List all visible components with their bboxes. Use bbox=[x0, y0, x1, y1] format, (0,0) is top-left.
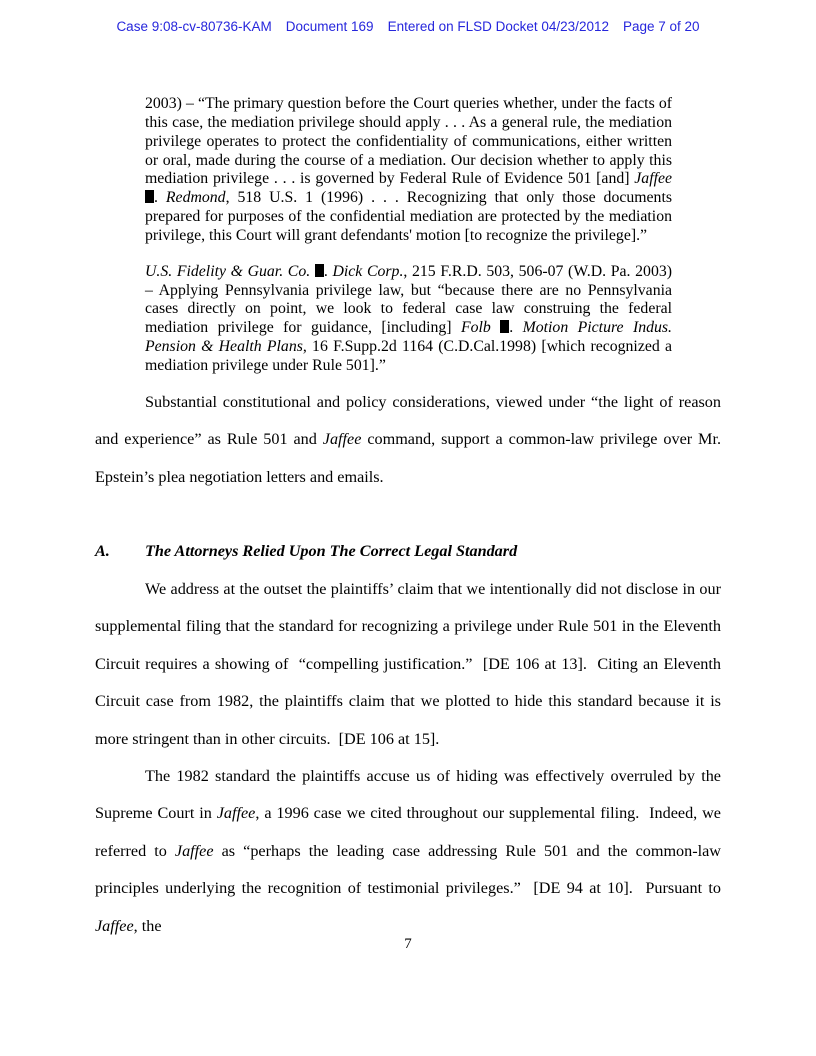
text-run: . bbox=[509, 319, 523, 337]
text-run: 2003) – “The primary question before the Court queries whether, under the facts of this case, the mediation privilege should apply . . . As a general rule, the mediation privilege operates to protect the confidentiality of communications, either written or oral, made during the course of a mediation. Our decision whether to apply this mediation privilege . . . is governed by Federal Rule of Evidence 501 [and] bbox=[145, 95, 672, 188]
header-document-number: Document 169 bbox=[285, 19, 374, 34]
text-run bbox=[491, 319, 500, 336]
text-run: The 1982 standard the plaintiffs accuse us of hiding was effectively overruled by the Supreme Court in bbox=[95, 767, 721, 823]
text-run: , 518 U.S. 1 (1996) . . . Recognizing that only those documents prepared for purposes of the confidential mediation are protected by the mediation privilege, this Court will grant defendants' motion [to recognize the privilege].” bbox=[145, 189, 672, 244]
italic-text-run: Jaffee bbox=[322, 430, 362, 449]
section-heading-title: The Attorneys Relied Upon The Correct Legal Standard bbox=[145, 542, 518, 561]
text-run: . bbox=[154, 189, 166, 207]
text-run: , 215 F.R.D. 503, 506-07 (W.D. Pa. 2003) – Applying Pennsylvania privilege law, but “because there are no Pennsylvania cases directly on point, we look to federal case law construing the federal mediation privilege for guidance, [including] bbox=[145, 262, 673, 337]
text-run: Substantial constitutional and policy considerations, viewed under “the light of reason and experience” as Rule 501 and bbox=[95, 392, 721, 449]
text-run: , the bbox=[133, 916, 162, 935]
italic-text-run: Jaffee bbox=[174, 841, 214, 860]
text-run: command, support a common-law privilege over Mr. Epstein’s plea negotiation letters and emails. bbox=[95, 430, 721, 486]
paragraph-1982-standard bbox=[95, 758, 721, 945]
italic-text-run: Folb bbox=[460, 319, 491, 337]
redacted-glyph bbox=[145, 190, 154, 203]
italic-text-run: Jaffee bbox=[95, 916, 134, 935]
section-heading bbox=[95, 542, 721, 561]
italic-text-run: Jaffee bbox=[216, 804, 256, 823]
italic-text-run: Dick Corp. bbox=[332, 262, 404, 280]
page-number: 7 bbox=[404, 936, 412, 952]
document-body bbox=[95, 95, 721, 945]
case-header bbox=[0, 19, 816, 34]
blockquote-citation-2 bbox=[145, 263, 672, 376]
text-run: , 16 F.Supp.2d 1164 (C.D.Cal.1998) [which recognized a mediation privilege under Rule 501].” bbox=[145, 338, 672, 374]
italic-text-run: Redmond bbox=[165, 189, 226, 207]
blockquote-citation-1 bbox=[145, 95, 672, 246]
paragraph-substantial-considerations bbox=[95, 384, 721, 496]
redacted-glyph bbox=[500, 320, 509, 333]
text-run: . bbox=[323, 262, 333, 280]
redacted-glyph bbox=[315, 264, 324, 277]
italic-text-run: Jaffee bbox=[634, 170, 672, 188]
header-page-count: Page 7 of 20 bbox=[622, 19, 700, 34]
header-case-number: Case 9:08-cv-80736-KAM bbox=[116, 19, 272, 34]
text-run: , a 1996 case we cited throughout our supplemental filing. Indeed, we referred to bbox=[95, 804, 721, 860]
text-run: We address at the outset the plaintiffs’ claim that we intentionally did not disclose in our supplemental filing that the standard for recognizing a privilege under Rule 501 in the Eleventh Circuit requires a showing of “compelling justification.” [DE 106 at 13]. Citing an Eleventh Circuit case from 1982, the plaintiffs claim that we plotted to hide this standard because it is more stringent than in other circuits. [DE 106 at 15]. bbox=[95, 580, 721, 748]
italic-text-run: U.S. Fidelity & Guar. Co. bbox=[145, 262, 311, 280]
italic-text-run: Motion Picture Indus. Pension & Health Plans bbox=[145, 319, 673, 356]
section-heading-label: A. bbox=[95, 542, 110, 561]
header-docket-entry: Entered on FLSD Docket 04/23/2012 bbox=[387, 19, 609, 34]
text-run: as “perhaps the leading case addressing Rule 501 and the common-law principles underlying the recognition of testimonial privileges.” [DE 94 at 10]. Pursuant to bbox=[95, 841, 721, 898]
paragraph-we-address bbox=[95, 571, 721, 758]
